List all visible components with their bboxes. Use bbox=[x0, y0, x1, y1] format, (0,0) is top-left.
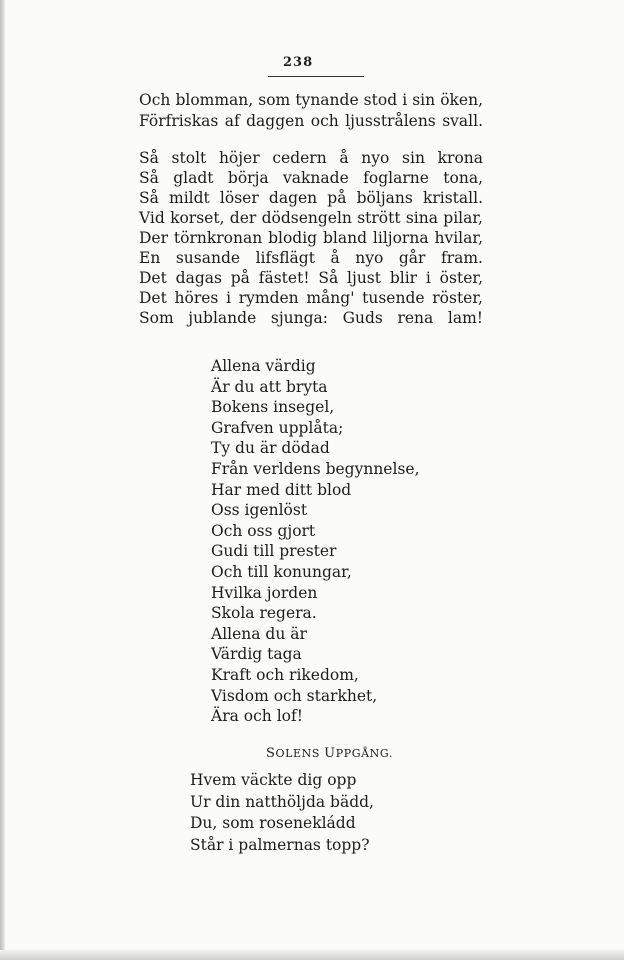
verse-line: Från verldens begynnelse, bbox=[211, 459, 420, 478]
verse-line: Skola regera. bbox=[211, 604, 317, 623]
verse-line: Så stolt höjer cedern å nyo sin krona bbox=[139, 149, 483, 167]
verse-line: Oss igenlöst bbox=[211, 501, 308, 520]
verse-line: Står i palmernas topp? bbox=[190, 835, 370, 854]
verse-line: Ära och lof! bbox=[211, 707, 303, 726]
verse-line: Värdig taga bbox=[211, 645, 302, 664]
stanza-2 bbox=[139, 148, 483, 328]
page-left-edge bbox=[0, 0, 5, 960]
verse-line: Hvilka jorden bbox=[211, 583, 318, 602]
verse-line: Visdom och starkhet, bbox=[211, 686, 378, 705]
verse-line: Som jublande sjunga: Guds rena lam! bbox=[139, 309, 483, 327]
verse-line: Det höres i rymden mång' tusende röster, bbox=[139, 289, 483, 307]
verse-line: Är du att bryta bbox=[211, 377, 328, 396]
verse-line: Der törnkronan blodig bland liljorna hvilar, bbox=[139, 229, 483, 247]
section-heading bbox=[266, 746, 393, 761]
verse-line: Och till konungar, bbox=[211, 562, 352, 581]
verse-line: Och oss gjort bbox=[211, 521, 316, 540]
verse-line: Hvem väckte dig opp bbox=[190, 771, 357, 789]
verse-line: Grafven upplåta; bbox=[211, 418, 344, 437]
verse-line: Så mildt löser dagen på böljans kristall. bbox=[139, 189, 483, 207]
verse-line: Har med ditt blod bbox=[211, 480, 352, 499]
verse-line: Så gladt börja vaknade foglarne tona, bbox=[139, 169, 483, 187]
verse-line: Vid korset, der dödsengeln strött sina pilar, bbox=[139, 209, 483, 227]
verse-line: En susande lifsflägt å nyo går fram. bbox=[139, 249, 483, 267]
header-rule bbox=[268, 76, 364, 77]
stanza-3-hymn bbox=[211, 356, 420, 727]
verse-line: Ty du är dödad bbox=[211, 439, 330, 458]
verse-line: Allena värdig bbox=[211, 357, 316, 375]
verse-line: Förfriskas af daggen och ljusstrålens svall. bbox=[139, 112, 483, 130]
verse-line: Bokens insegel, bbox=[211, 398, 335, 417]
verse-line: Kraft och rikedom, bbox=[211, 665, 359, 684]
section-heading-text: SOLENS UPPGÅNG. bbox=[266, 746, 393, 761]
verse-line: Du, som rosenekládd bbox=[190, 814, 356, 832]
verse-line: Allena du är bbox=[211, 624, 307, 643]
verse-line: Ur din natthöljda bädd, bbox=[190, 792, 374, 811]
verse-line: Och blomman, som tynande stod i sin öken, bbox=[139, 91, 483, 109]
page-bottom-edge bbox=[0, 950, 624, 960]
stanza-4 bbox=[190, 770, 374, 856]
verse-line: Gudi till prester bbox=[211, 542, 337, 561]
stanza-1 bbox=[139, 90, 483, 132]
page-number: 238 bbox=[283, 55, 314, 70]
verse-line: Det dagas på fästet! Så ljust blir i öster, bbox=[139, 269, 483, 287]
